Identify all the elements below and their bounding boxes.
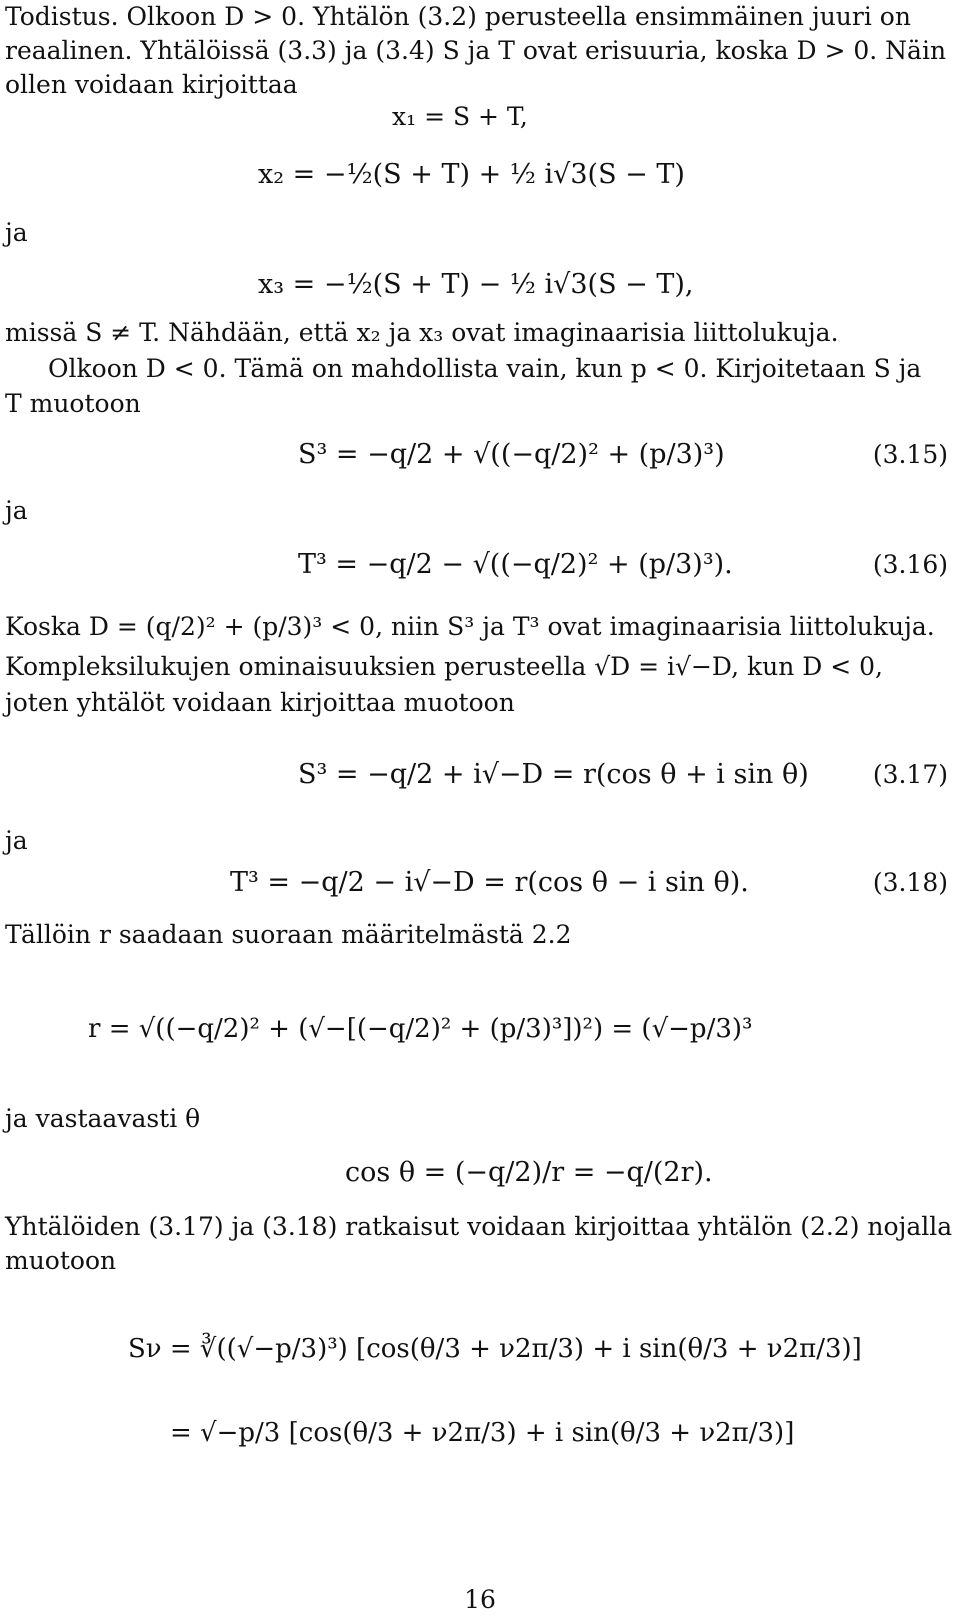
equation-3-15: S³ = −q/2 + √((−q/2)² + (p/3)³)	[298, 439, 725, 470]
equation-x2: x₂ = −½(S + T) + ½ i√3(S − T)	[258, 159, 685, 190]
paragraph-4-line-1: Koska D = (q/2)² + (p/3)³ < 0, niin S³ ja T³ ovat imaginaarisia liittolukuja.	[5, 612, 935, 641]
equation-tag-3-17: (3.17)	[872, 760, 948, 789]
equation-r-definition: r = √((−q/2)² + (√−[(−q/2)² + (p/3)³])²) = (√−p/3)³	[88, 1014, 753, 1044]
equation-tag-3-16: (3.16)	[872, 550, 948, 579]
equation-3-16: T³ = −q/2 − √((−q/2)² + (p/3)³).	[298, 549, 733, 580]
equation-tag-3-15: (3.15)	[872, 440, 948, 469]
paragraph-2: missä S ≠ T. Nähdään, että x₂ ja x₃ ovat imaginaarisia liittolukuja.	[5, 318, 839, 347]
paragraph-6: ja vastaavasti θ	[5, 1104, 201, 1133]
paragraph-5: Tällöin r saadaan suoraan määritelmästä 2.2	[5, 920, 572, 949]
paragraph-3-line-1: Olkoon D < 0. Tämä on mahdollista vain, kun p < 0. Kirjoitetaan S ja	[48, 354, 922, 383]
equation-x1: x₁ = S + T,	[392, 102, 528, 131]
page-number: 16	[464, 1585, 496, 1614]
paragraph-1-line-2: reaalinen. Yhtälöissä (3.3) ja (3.4) S ja T ovat erisuuria, koska D > 0. Näin	[5, 36, 947, 65]
paragraph-7-line-1: Yhtälöiden (3.17) ja (3.18) ratkaisut voidaan kirjoittaa yhtälön (2.2) nojalla	[5, 1212, 953, 1241]
equation-tag-3-18: (3.18)	[872, 868, 948, 897]
equation-3-18: T³ = −q/2 − i√−D = r(cos θ − i sin θ).	[230, 867, 749, 898]
paragraph-4-line-2: Kompleksilukujen ominaisuuksien perusteella √D = i√−D, kun D < 0,	[5, 652, 884, 681]
equation-s-nu-1: Sν = ∛((√−p/3)³) [cos(θ/3 + ν2π/3) + i sin(θ/3 + ν2π/3)]	[128, 1334, 862, 1364]
connector-ja-3: ja	[5, 826, 28, 855]
paragraph-7-line-2: muotoon	[5, 1246, 117, 1275]
equation-cos-theta: cos θ = (−q/2)/r = −q/(2r).	[345, 1157, 713, 1188]
equation-x3: x₃ = −½(S + T) − ½ i√3(S − T),	[258, 269, 694, 300]
paragraph-1-line-3: ollen voidaan kirjoittaa	[5, 70, 298, 99]
paragraph-1-line-1: Todistus. Olkoon D > 0. Yhtälön (3.2) perusteella ensimmäinen juuri on	[5, 2, 911, 31]
equation-3-17: S³ = −q/2 + i√−D = r(cos θ + i sin θ)	[298, 759, 809, 790]
connector-ja-1: ja	[5, 218, 28, 247]
equation-s-nu-2: = √−p/3 [cos(θ/3 + ν2π/3) + i sin(θ/3 + ν2π/3)]	[170, 1418, 795, 1448]
connector-ja-2: ja	[5, 496, 28, 525]
paragraph-4-line-3: joten yhtälöt voidaan kirjoittaa muotoon	[5, 688, 515, 717]
paragraph-3-line-2: T muotoon	[5, 389, 141, 418]
